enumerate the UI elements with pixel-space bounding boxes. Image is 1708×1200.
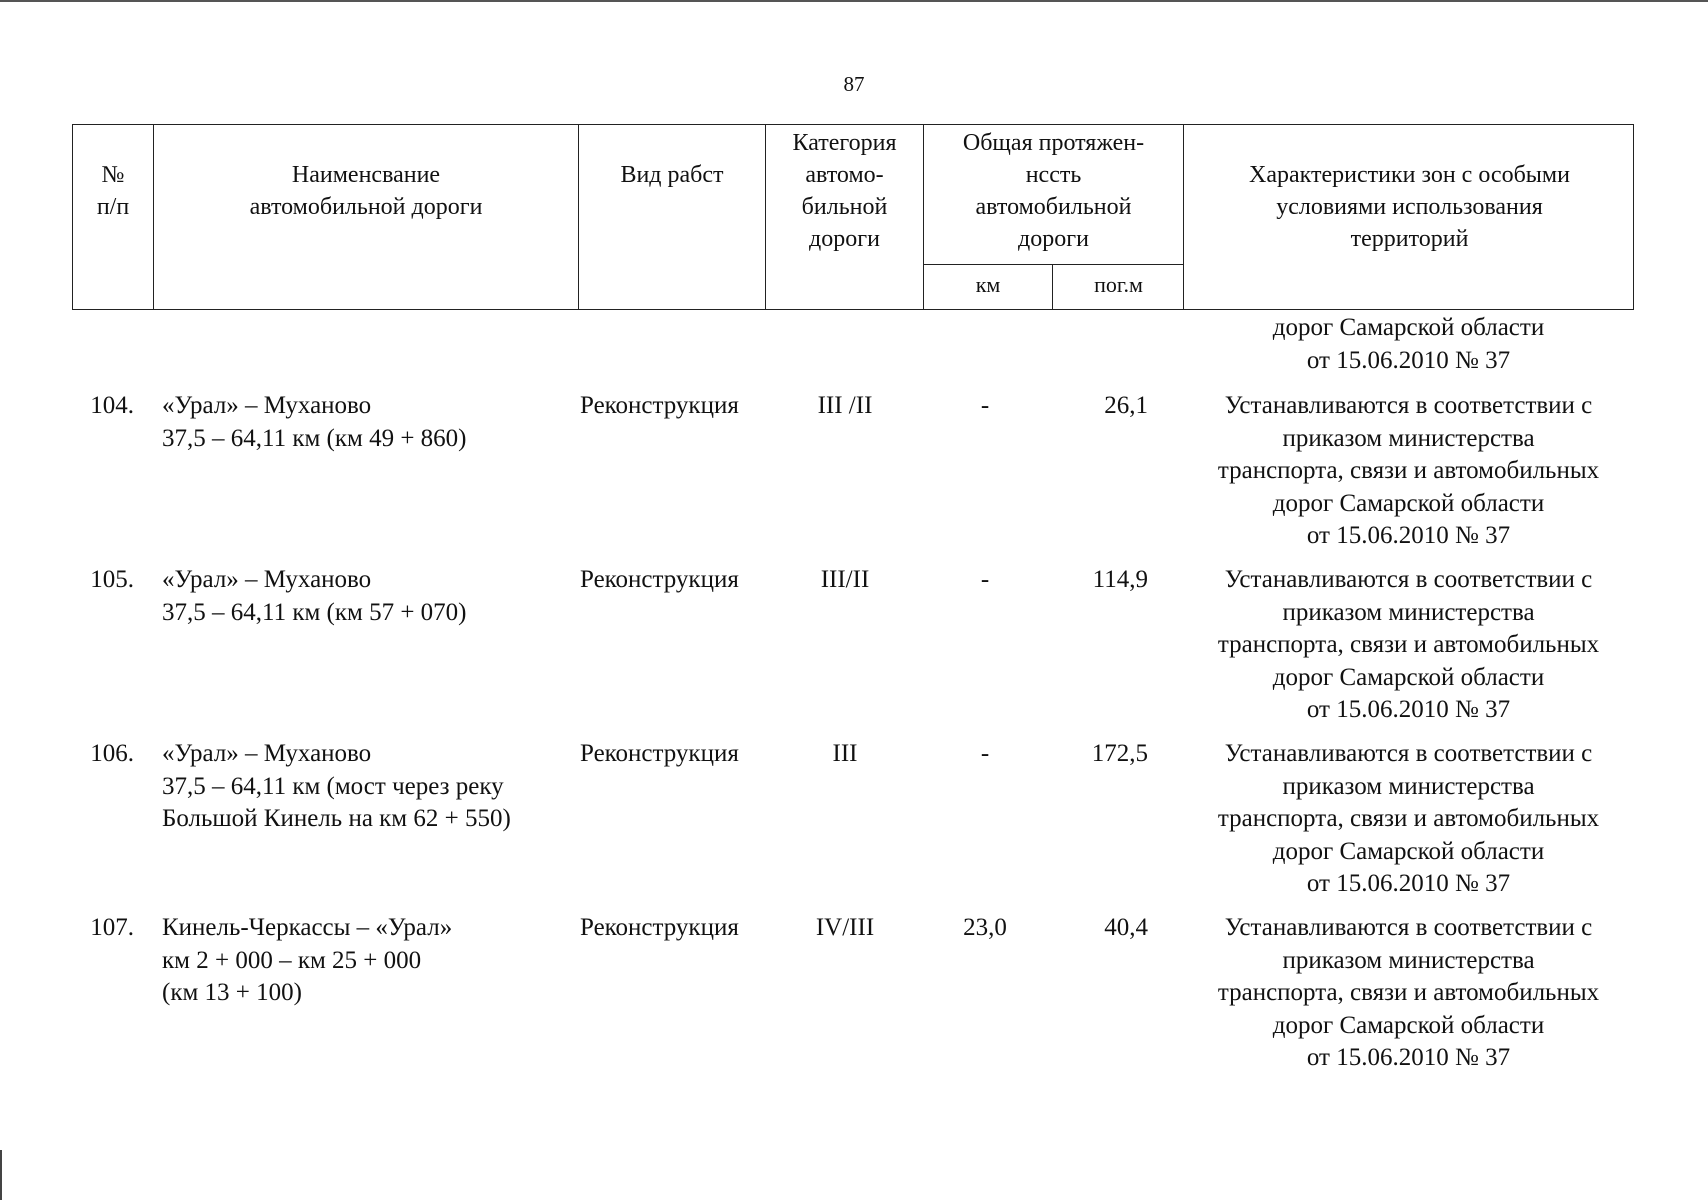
- header-zone-characteristics: Характеристики зон с особыми условиями использования территорий: [1249, 162, 1570, 252]
- row-pogm: 40,4: [1104, 914, 1148, 941]
- table-header: [72, 124, 1634, 310]
- row-category: IV/III: [815, 914, 875, 941]
- row-zone-text: Устанавливаются в соответствии с приказом министерства транспорта, связи и автомобильных дорог Самарской области от 15.06.2010 № 37: [1217, 566, 1600, 723]
- row-pogm: 26,1: [1104, 392, 1148, 419]
- scan-edge-left: [0, 1150, 2, 1200]
- row-km: -: [980, 566, 990, 593]
- header-road-name: Наименсвание автомобильной дороги: [154, 125, 579, 309]
- row-road-name: «Урал» – Муханово 37,5 – 64,11 км (км 57 + 070): [162, 566, 467, 626]
- row-road-name: «Урал» – Муханово 37,5 – 64,11 км (км 49 + 860): [162, 392, 467, 452]
- scan-edge-top: [0, 0, 1708, 2]
- row-work-type: Реконструкция: [580, 740, 739, 767]
- row-number: 107.: [90, 914, 134, 941]
- row-km: -: [980, 392, 990, 419]
- header-km: км: [924, 265, 1053, 309]
- page-number: 87: [843, 72, 865, 96]
- row-zone-text: Устанавливаются в соответствии с приказом министерства транспорта, связи и автомобильных дорог Самарской области от 15.06.2010 № 37: [1217, 740, 1600, 897]
- header-work-type: Вид рабст: [579, 125, 766, 309]
- header-category: Категория автомо- бильной дороги: [766, 125, 924, 309]
- row-category: III /II: [817, 392, 873, 419]
- row-km: 23,0: [963, 914, 1007, 941]
- header-length: [924, 125, 1184, 309]
- row-work-type: Реконструкция: [580, 392, 739, 419]
- row-work-type: Реконструкция: [580, 914, 739, 941]
- row-work-type: Реконструкция: [580, 566, 739, 593]
- header-number: № п/п: [73, 125, 154, 309]
- row-zone-text: Устанавливаются в соответствии с приказом министерства транспорта, связи и автомобильных дорог Самарской области от 15.06.2010 № 37: [1217, 392, 1600, 549]
- row-zone-text: Устанавливаются в соответствии с приказом министерства транспорта, связи и автомобильных дорог Самарской области от 15.06.2010 № 37: [1217, 914, 1600, 1071]
- continuation-zone-text: дорог Самарской области от 15.06.2010 № 37: [1272, 314, 1545, 374]
- row-number: 105.: [90, 566, 134, 593]
- row-road-name: «Урал» – Муханово 37,5 – 64,11 км (мост через реку Большой Кинель на км 62 + 550): [162, 740, 511, 832]
- row-road-name: Кинель-Черкассы – «Урал» км 2 + 000 – км 25 + 000 (км 13 + 100): [162, 914, 453, 1006]
- row-category: III/II: [820, 566, 870, 593]
- row-km: -: [980, 740, 990, 767]
- row-number: 104.: [90, 392, 134, 419]
- header-pogm: пог.м: [1094, 272, 1143, 297]
- row-pogm: 172,5: [1091, 740, 1148, 767]
- row-number: 106.: [90, 740, 134, 767]
- row-pogm: 114,9: [1092, 566, 1148, 593]
- row-category: III: [832, 740, 858, 767]
- header-length-title: Общая протяжен- нссть автомобильной дороги: [924, 125, 1183, 265]
